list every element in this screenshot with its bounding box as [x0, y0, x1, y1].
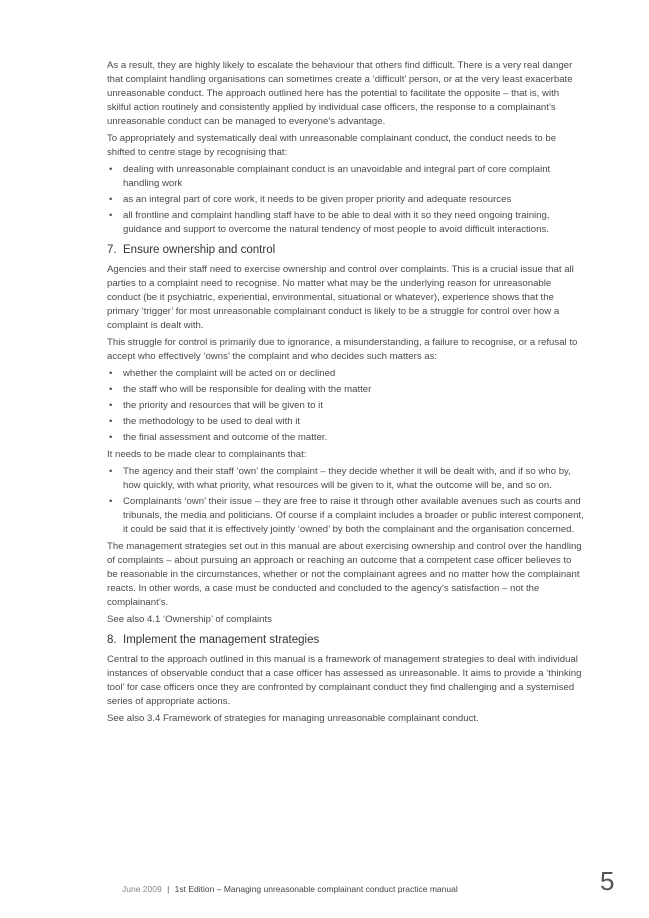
section-heading-7 [107, 243, 584, 258]
list-item: • the methodology to be used to deal with it [107, 415, 584, 429]
list-item: • the staff who will be responsible for dealing with the matter [107, 383, 584, 397]
see-also-ownership: See also 4.1 ‘Ownership’ of complaints [107, 614, 272, 625]
paragraph-made-clear: It needs to be made clear to complainants that: [107, 449, 307, 460]
see-also-framework: See also 3.4 Framework of strategies for managing unreasonable complainant conduct. [107, 713, 479, 724]
footer-separator: | [167, 884, 170, 894]
page-number: 5 [600, 866, 615, 896]
bullet-list-matters [107, 367, 584, 445]
bullet-list-owns [107, 465, 584, 537]
list-item: • as an integral part of core work, it needs to be given proper priority and adequate resources [107, 193, 584, 207]
paragraph-framework: Central to the approach outlined in this manual is a framework of management strategies to deal with individual instances of observable conduct that a case officer has assessed as unreasonable. It aims to provide a ‘thinking tool’ for case officers once they are confronted by complainant conduct they find challenging and a systemised series of appropriate actions. [107, 654, 582, 707]
list-item: • Complainants ‘own’ their issue – they are free to raise it through other available avenues such as courts and tribunals, the media and politicians. Of course if a complaint includes a broader or public interest component, it could be said that it is effectively jointly ‘owned’ by both the complainant and the organisation concerned. [107, 495, 584, 537]
list-item: • The agency and their staff ‘own’ the complaint – they decide whether it will be dealt with, and if so who by, how quickly, with what priority, what resources will be given to it, what the outcome will be, and so on. [107, 465, 584, 493]
paragraph-escalation: As a result, they are highly likely to escalate the behaviour that others find difficult. There is a very real danger that complaint handling organisations can sometimes create a ‘difficult’ person, or at the very least exacerbate unreasonable conduct. The approach outlined here has the potential to facilitate the opposite – that is, with skilful action routinely and consistently applied by individual case officers, the response to a complainant’s unreasonable conduct can be managed to everyone’s advantage. [107, 60, 573, 127]
paragraph-ownership: Agencies and their staff need to exercise ownership and control over complaints. This is a crucial issue that all parties to a complaint need to recognise. No matter what may be the underlying reason for unreasonable conduct (be it psychiatric, experiential, environmental, situational or whatever), experience shows that the primary ‘trigger’ for most unreasonable complainant conduct is likely to be a struggle for control over how a complaint is dealt with. [107, 264, 574, 331]
list-item: • the final assessment and outcome of the matter. [107, 431, 584, 445]
paragraph-centre-stage: To appropriately and systematically deal with unreasonable complainant conduct, the conduct needs to be shifted to centre stage by recognising that: [107, 133, 557, 158]
page-body [107, 59, 584, 729]
footer-title: 1st Edition – Managing unreasonable complainant conduct practice manual [174, 884, 458, 894]
section-title: Implement the management strategies [123, 634, 320, 646]
section-heading-8 [107, 633, 584, 648]
bullet-list-recognising [107, 163, 584, 237]
paragraph-strategies: The management strategies set out in this manual are about exercising ownership and control over the handling of complaints – about pursuing an approach or reaching an outcome that a competent case officer believes to be reasonable in the circumstances, whether or not the complainant agrees and no matter how the complainant reacts. In other words, a case must be conducted and concluded to the agency’s satisfaction – not the complainant’s. [107, 541, 582, 608]
section-number: 7. [107, 244, 117, 256]
list-item: • the priority and resources that will be given to it [107, 399, 584, 413]
footer-date: June 2009 [122, 884, 162, 894]
list-item: • whether the complaint will be acted on or declined [107, 367, 584, 381]
section-title: Ensure ownership and control [123, 244, 276, 256]
paragraph-struggle: This struggle for control is primarily due to ignorance, a misunderstanding, a failure to recognise, or a refusal to accept who effectively ‘owns’ the complaint and who decides such matters as: [107, 337, 578, 362]
list-item: • all frontline and complaint handling staff have to be able to deal with it so they need ongoing training, guidance and support to overcome the natural tendency of most people to avoid difficult interactions. [107, 209, 584, 237]
page-footer [122, 884, 458, 894]
list-item: • dealing with unreasonable complainant conduct is an unavoidable and integral part of core complaint handling work [107, 163, 584, 191]
section-number: 8. [107, 634, 117, 646]
